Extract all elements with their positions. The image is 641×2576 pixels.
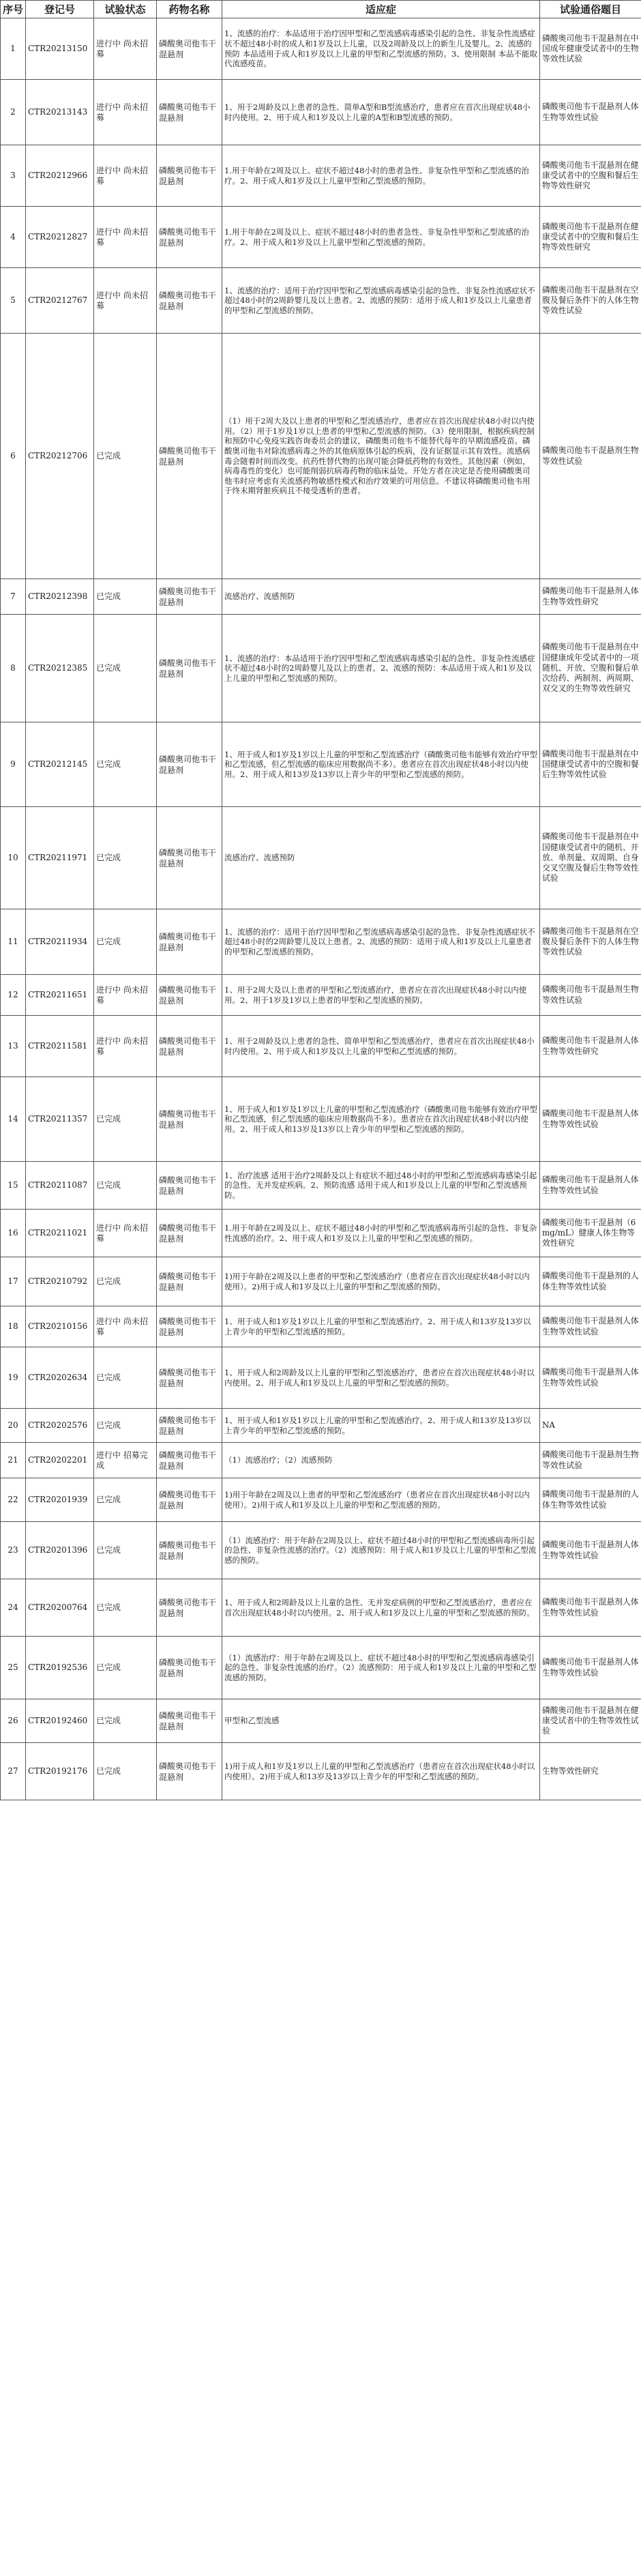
table-row: [1, 207, 641, 268]
table-body: [1, 18, 641, 1800]
registration-number: CTR20192536: [26, 1637, 94, 1699]
trial-status: 进行中 尚未招募: [94, 80, 157, 145]
header-drug-name: 药物名称: [157, 1, 222, 18]
registration-number: CTR20202201: [26, 1443, 94, 1478]
row-number: 17: [1, 1257, 26, 1306]
drug-name: 磷酸奥司他韦干混悬剂: [157, 1579, 222, 1637]
row-number: 16: [1, 1210, 26, 1257]
trial-title: 磷酸奥司他韦干混悬剂人体生物等效性试验: [540, 1077, 641, 1162]
row-number: 12: [1, 975, 26, 1016]
row-number: 25: [1, 1637, 26, 1699]
row-number: 14: [1, 1077, 26, 1162]
row-number: 13: [1, 1016, 26, 1077]
row-number: 18: [1, 1306, 26, 1347]
drug-name: 磷酸奥司他韦干混悬剂: [157, 1478, 222, 1522]
trial-title: 磷酸奥司他韦干混悬剂生物等效性试验: [540, 334, 641, 579]
drug-name: 磷酸奥司他韦干混悬剂: [157, 1699, 222, 1743]
trial-status: 已完成: [94, 1257, 157, 1306]
registration-number: CTR20212398: [26, 579, 94, 615]
row-number: 23: [1, 1522, 26, 1579]
registration-number: CTR20213150: [26, 18, 94, 80]
registration-number: CTR20211971: [26, 807, 94, 909]
row-number: 10: [1, 807, 26, 909]
row-number: 4: [1, 207, 26, 268]
registration-number: CTR20192176: [26, 1743, 94, 1800]
registration-number: CTR20211357: [26, 1077, 94, 1162]
registration-number: CTR20210156: [26, 1306, 94, 1347]
trial-status: 已完成: [94, 1162, 157, 1210]
trial-title: 磷酸奥司他韦干混悬剂人体生物等效性试验: [540, 1579, 641, 1637]
drug-name: 磷酸奥司他韦干混悬剂: [157, 615, 222, 722]
indication: 1、用于成人和1岁及1岁以上儿童的甲型和乙型流感治疗（磷酸奥司他韦能够有效治疗甲型和乙型流感，但乙型流感的临床应用数据尚不多）。患者应在首次出现症状48小时以内使用。2、用于成人和13岁及13岁以上青少年的甲型和乙型流感的预防。: [222, 1077, 540, 1162]
row-number: 26: [1, 1699, 26, 1743]
trial-status: 已完成: [94, 1077, 157, 1162]
trial-status: 进行中 尚未招募: [94, 1210, 157, 1257]
trial-title: 磷酸奥司他韦干混悬剂人体生物等效性试验: [540, 1306, 641, 1347]
trial-status: 已完成: [94, 807, 157, 909]
registration-number: CTR20192460: [26, 1699, 94, 1743]
row-number: 6: [1, 334, 26, 579]
table-row: [1, 1522, 641, 1579]
drug-name: 磷酸奥司他韦干混悬剂: [157, 722, 222, 807]
trial-title: 磷酸奥司他韦干混悬剂在空腹及餐后条件下的人体生物等效性试验: [540, 909, 641, 975]
registration-number: CTR20211581: [26, 1016, 94, 1077]
drug-name: 磷酸奥司他韦干混悬剂: [157, 975, 222, 1016]
drug-name: 磷酸奥司他韦干混悬剂: [157, 334, 222, 579]
trial-title: 磷酸奥司他韦干混悬剂在中国健康受试者中的空腹和餐后生物等效性试验: [540, 722, 641, 807]
trial-title: 磷酸奥司他韦干混悬剂人体生物等效性试验: [540, 1347, 641, 1409]
trial-status: 进行中 尚未招募: [94, 1306, 157, 1347]
table-row: [1, 334, 641, 579]
header-trial-title: 试验通俗题目: [540, 1, 641, 18]
trial-status: 已完成: [94, 1637, 157, 1699]
indication: 流感治疗、流感预防: [222, 807, 540, 909]
row-number: 27: [1, 1743, 26, 1800]
trial-status: 已完成: [94, 1347, 157, 1409]
registration-number: CTR20202634: [26, 1347, 94, 1409]
trial-status: 已完成: [94, 722, 157, 807]
trial-status: 已完成: [94, 1522, 157, 1579]
trial-status: 已完成: [94, 1699, 157, 1743]
row-number: 9: [1, 722, 26, 807]
table-row: [1, 1443, 641, 1478]
table-row: [1, 1579, 641, 1637]
row-number: 5: [1, 268, 26, 334]
trial-status: 已完成: [94, 1743, 157, 1800]
table-row: [1, 268, 641, 334]
trial-title: 磷酸奥司他韦干混悬剂人体生物等效性试验: [540, 1162, 641, 1210]
drug-name: 磷酸奥司他韦干混悬剂: [157, 268, 222, 334]
row-number: 24: [1, 1579, 26, 1637]
indication: 1、用于成人和1岁及1岁以上儿童的甲型和乙型流感治疗（磷酸奥司他韦能够有效治疗甲型和乙型流感，但乙型流感的临床应用数据尚不多）。患者应在首次出现症状48小时以内使用。2、用于成人和13岁及13岁以上青少年的甲型和乙型流感的预防。: [222, 722, 540, 807]
trial-title: 磷酸奥司他韦干混悬剂在健康受试者中的生物等效性试验: [540, 1699, 641, 1743]
header-registration-number: 登记号: [26, 1, 94, 18]
trial-status: 已完成: [94, 615, 157, 722]
registration-number: CTR20212827: [26, 207, 94, 268]
registration-number: CTR20210792: [26, 1257, 94, 1306]
indication: 1、流感的治疗：适用于治疗因甲型和乙型流感病毒感染引起的急性、非复杂性流感症状不超过48小时的2周龄婴儿及以上患者。2、流感的预防：适用于成人和1岁及以上儿童患者的甲型和乙型流感的预防。: [222, 909, 540, 975]
table-row: [1, 80, 641, 145]
table-row: [1, 1306, 641, 1347]
table-row: [1, 1409, 641, 1443]
trial-status: 进行中 尚未招募: [94, 1016, 157, 1077]
indication: 1、用于成人和1岁及1岁以上儿童的甲型和乙型流感治疗。2、用于成人和13岁及13岁以上青少年的甲型和乙型流感的预防。: [222, 1409, 540, 1443]
row-number: 3: [1, 145, 26, 207]
trial-status: 已完成: [94, 909, 157, 975]
trial-title: 磷酸奥司他韦干混悬剂生物等效性试验: [540, 975, 641, 1016]
indication: 1、用于成人和2周龄及以上儿童的急性、无并发症病例的甲型和乙型流感治疗，患者应在首次出现症状48小时以内使用。2、用于成人和1岁及以上儿童的甲型和乙型流感的预防。: [222, 1579, 540, 1637]
drug-name: 磷酸奥司他韦干混悬剂: [157, 1347, 222, 1409]
drug-name: 磷酸奥司他韦干混悬剂: [157, 1637, 222, 1699]
header-indication: 适应症: [222, 1, 540, 18]
indication: 1.用于年龄在2周及以上、症状不超过48小时的患者急性、非复杂性甲型和乙型流感的治疗。2、用于成人和1岁及以上儿童甲型和乙型流感的预防。: [222, 145, 540, 207]
trial-title: 磷酸奥司他韦干混悬剂在空腹及餐后条件下的人体生物等效性试验: [540, 268, 641, 334]
drug-name: 磷酸奥司他韦干混悬剂: [157, 145, 222, 207]
table-row: [1, 615, 641, 722]
trial-status: 进行中 尚未招募: [94, 207, 157, 268]
indication: 流感治疗、流感预防: [222, 579, 540, 615]
registration-number: CTR20201939: [26, 1478, 94, 1522]
row-number: 22: [1, 1478, 26, 1522]
trial-status: 已完成: [94, 1478, 157, 1522]
indication: （1）流感治疗；（2）流感预防: [222, 1443, 540, 1478]
table-row: [1, 1162, 641, 1210]
table-row: [1, 975, 641, 1016]
drug-name: 磷酸奥司他韦干混悬剂: [157, 1016, 222, 1077]
indication: 1)用于年龄在2周及以上患者的甲型和乙型流感治疗（患者应在首次出现症状48小时以内使用）。2)用于成人和1岁及以上儿童的甲型和乙型流感的预防。: [222, 1478, 540, 1522]
indication: 1、用于成人和1岁及1岁以上儿童的甲型和乙型流感治疗。2、用于成人和13岁及13岁以上青少年的甲型和乙型流感的预防。: [222, 1306, 540, 1347]
drug-name: 磷酸奥司他韦干混悬剂: [157, 1210, 222, 1257]
indication: （1）用于2周大及以上患者的甲型和乙型流感治疗，患者应在首次出现症状48小时以内使用。（2）用于1岁及1岁以上患者的甲型和乙型流感的预防。（3）使用限制，根据疾病控制和预防中心免疫实践咨询委员会的建议，磷酸奥司他韦不能替代每年的早期流感疫苗。磷酸奥司他韦对除流感病毒之外的其他病原体引起的疾病，没有证据显示其有效性。流感病毒会随着时间而改变。抗药性替代物的出现可能会降低药物的有效性。其他因素（例如，病毒毒性的变化）也可能削弱抗病毒药物的临床益处。开处方者在决定是否使用磷酸奥司他韦时应考虑有关流感药物敏感性模式和治疗效果的可用信息。不建议将磷酸奥司他韦用于终末期肾脏疾病且不接受透析的患者。: [222, 334, 540, 579]
registration-number: CTR20211087: [26, 1162, 94, 1210]
drug-name: 磷酸奥司他韦干混悬剂: [157, 579, 222, 615]
table-row: [1, 1743, 641, 1800]
indication: 1.用于年龄在2周及以上、症状不超过48小时的甲型和乙型流感病毒所引起的急性、非复杂性流感的治疗。2、用于成人和1岁及以上儿童的甲型和乙型流感的预防。: [222, 1210, 540, 1257]
registration-number: CTR20212145: [26, 722, 94, 807]
trial-title: 磷酸奥司他韦干混悬剂人体生物等效性试验: [540, 1637, 641, 1699]
trial-title: 磷酸奥司他韦干混悬剂人体生物等效性试验: [540, 80, 641, 145]
table-row: [1, 145, 641, 207]
trial-title: 磷酸奥司他韦干混悬剂人体生物等效性研究: [540, 1016, 641, 1077]
table-row: [1, 1257, 641, 1306]
indication: （1）流感治疗：用于年龄在2周及以上、症状不超过48小时的甲型和乙型流感病毒感染引起的急性、非复杂性流感的治疗。（2）流感预防：用于成人和1岁及以上儿童的甲型和乙型流感的预防。: [222, 1637, 540, 1699]
indication: 1、用于2周龄及以上患者的急性、简单A型和B型流感治疗，患者应在首次出现症状48小时内使用。2、用于成人和1岁及以上儿童的A型和B型流感的预防。: [222, 80, 540, 145]
trial-status: 已完成: [94, 579, 157, 615]
registration-number: CTR20213143: [26, 80, 94, 145]
drug-name: 磷酸奥司他韦干混悬剂: [157, 1162, 222, 1210]
row-number: 19: [1, 1347, 26, 1409]
indication: 1、流感的治疗：本品适用于治疗因甲型和乙型流感病毒感染引起的急性、非复杂性流感症状不超过48小时的成人和1岁及以上儿童，以及2周龄及以上的新生儿及婴儿。2、流感的预防 本品适用于成人和1岁及以上儿童的甲型和乙型流感的预防。3、使用限制 本品不能取代流感疫苗。: [222, 18, 540, 80]
indication: 甲型和乙型流感: [222, 1699, 540, 1743]
trial-title: 磷酸奥司他韦干混悬剂在中国健康成年受试者中的一项随机、开放、空腹和餐后单次给药、两制剂、两周期、双交叉的生物等效性研究: [540, 615, 641, 722]
trial-title: 磷酸奥司他韦干混悬剂在健康受试者中的空腹和餐后生物等效性研究: [540, 145, 641, 207]
registration-number: CTR20211021: [26, 1210, 94, 1257]
trial-title: 磷酸奥司他韦干混悬剂在中国健康受试者中的随机、开放、单剂量、双周期、自身交叉空腹及餐后生物等效性试验: [540, 807, 641, 909]
trial-title: 磷酸奥司他韦干混悬剂的人体生物等效性试验: [540, 1257, 641, 1306]
drug-name: 磷酸奥司他韦干混悬剂: [157, 1306, 222, 1347]
header-row: [1, 1, 641, 18]
registration-number: CTR20212706: [26, 334, 94, 579]
table-row: [1, 1347, 641, 1409]
indication: 1)用于成人和1岁及1岁以上儿童的甲型和乙型流感治疗（患者应在首次出现症状48小时以内使用）。2)用于成人和13岁及13岁以上青少年的甲型和乙型流感的预防。: [222, 1743, 540, 1800]
row-number: 20: [1, 1409, 26, 1443]
trial-title: 生物等效性研究: [540, 1743, 641, 1800]
trial-title: 磷酸奥司他韦干混悬剂的人体生物等效性试验: [540, 1478, 641, 1522]
row-number: 8: [1, 615, 26, 722]
trial-title: 磷酸奥司他韦干混悬剂在健康受试者中的空腹和餐后生物等效性研究: [540, 207, 641, 268]
trial-title: 磷酸奥司他韦干混悬剂（6 mg/mL）健康人体生物等效性研究: [540, 1210, 641, 1257]
drug-name: 磷酸奥司他韦干混悬剂: [157, 807, 222, 909]
table-row: [1, 1699, 641, 1743]
registration-number: CTR20201396: [26, 1522, 94, 1579]
trial-title: NA: [540, 1409, 641, 1443]
row-number: 15: [1, 1162, 26, 1210]
drug-name: 磷酸奥司他韦干混悬剂: [157, 1409, 222, 1443]
indication: 1)用于年龄在2周及以上患者的甲型和乙型流感治疗（患者应在首次出现症状48小时以内使用）。2)用于成人和1岁及以上儿童的甲型和乙型流感的预防。: [222, 1257, 540, 1306]
row-number: 11: [1, 909, 26, 975]
row-number: 21: [1, 1443, 26, 1478]
trial-status: 已完成: [94, 1579, 157, 1637]
indication: 1、用于成人和2周龄及以上儿童的甲型和乙型流感治疗，患者应在首次出现症状48小时以内使用。2、用于成人和1岁及以上儿童的甲型和乙型流感的预防。: [222, 1347, 540, 1409]
table-row: [1, 579, 641, 615]
registration-number: CTR20212385: [26, 615, 94, 722]
table-row: [1, 807, 641, 909]
table-row: [1, 1478, 641, 1522]
table-row: [1, 722, 641, 807]
table-row: [1, 1210, 641, 1257]
table-row: [1, 1637, 641, 1699]
indication: 1、用于2周大及以上患者的甲型和乙型流感治疗，患者应在首次出现症状48小时以内使用。2、用于1岁及1岁以上患者的甲型和乙型流感的预防。: [222, 975, 540, 1016]
registration-number: CTR20211651: [26, 975, 94, 1016]
drug-name: 磷酸奥司他韦干混悬剂: [157, 1443, 222, 1478]
row-number: 2: [1, 80, 26, 145]
indication: 1、治疗流感 适用于治疗2周龄及以上有症状不超过48小时的甲型和乙型流感病毒感染引起的急性、无并发症疾病。2、预防流感 适用于成人和1岁及以上儿童的甲型和乙型流感预防。: [222, 1162, 540, 1210]
trial-status: 进行中 招募完成: [94, 1443, 157, 1478]
indication: 1、流感的治疗：本品适用于治疗因甲型和乙型流感病毒感染引起的急性、非复杂性流感症状不超过48小时的2周龄婴儿及以上的患者。2、流感的预防：本品适用于成人和1岁及以上儿童的甲型和乙型流感的预防。: [222, 615, 540, 722]
indication: 1、流感的治疗：适用于治疗因甲型和乙型流感病毒感染引起的急性、非复杂性流感症状不超过48小时的2周龄婴儿及以上患者。2、流感的预防：适用于成人和1岁及以上儿童患者的甲型和乙型流感的预防。: [222, 268, 540, 334]
trial-title: 磷酸奥司他韦干混悬剂人体生物等效性试验: [540, 1522, 641, 1579]
drug-name: 磷酸奥司他韦干混悬剂: [157, 207, 222, 268]
trial-title: 磷酸奥司他韦干混悬剂在中国成年健康受试者中的生物等效性试验: [540, 18, 641, 80]
table-row: [1, 18, 641, 80]
trial-status: 进行中 尚未招募: [94, 18, 157, 80]
registration-number: CTR20211934: [26, 909, 94, 975]
indication: 1.用于年龄在2周及以上、症状不超过48小时的患者急性、非复杂性甲型和乙型流感的治疗。2、用于成人和1岁及以上儿童甲型和乙型流感的预防。: [222, 207, 540, 268]
header-no: 序号: [1, 1, 26, 18]
trial-status: 进行中 尚未招募: [94, 268, 157, 334]
drug-name: 磷酸奥司他韦干混悬剂: [157, 1743, 222, 1800]
table-row: [1, 909, 641, 975]
drug-name: 磷酸奥司他韦干混悬剂: [157, 18, 222, 80]
registration-number: CTR20200764: [26, 1579, 94, 1637]
header-trial-status: 试验状态: [94, 1, 157, 18]
drug-name: 磷酸奥司他韦干混悬剂: [157, 909, 222, 975]
drug-name: 磷酸奥司他韦干混悬剂: [157, 80, 222, 145]
registration-number: CTR20202576: [26, 1409, 94, 1443]
trial-status: 进行中 尚未招募: [94, 145, 157, 207]
registration-number: CTR20212966: [26, 145, 94, 207]
indication: 1、用于2周龄及以上患者的急性、简单甲型和乙型流感治疗，患者应在首次出现症状48小时内使用。2、用于成人和1岁及以上儿童的甲型和乙型流感的预防。: [222, 1016, 540, 1077]
row-number: 7: [1, 579, 26, 615]
trial-title: 磷酸奥司他韦干混悬剂生物等效性试验: [540, 1443, 641, 1478]
registration-number: CTR20212767: [26, 268, 94, 334]
indication: （1）流感治疗：用于年龄在2周及以上、症状不超过48小时的甲型和乙型流感病毒所引起的急性、非复杂性流感的治疗。（2）流感预防：用于成人和1岁及以上儿童的甲型和乙型流感的预防。: [222, 1522, 540, 1579]
table-row: [1, 1016, 641, 1077]
drug-name: 磷酸奥司他韦干混悬剂: [157, 1522, 222, 1579]
row-number: 1: [1, 18, 26, 80]
drug-name: 磷酸奥司他韦干混悬剂: [157, 1257, 222, 1306]
trial-status: 已完成: [94, 334, 157, 579]
trial-title: 磷酸奥司他韦干混悬剂人体生物等效性研究: [540, 579, 641, 615]
table-row: [1, 1077, 641, 1162]
drug-name: 磷酸奥司他韦干混悬剂: [157, 1077, 222, 1162]
trial-status: 已完成: [94, 1409, 157, 1443]
trial-status: 进行中 尚未招募: [94, 975, 157, 1016]
